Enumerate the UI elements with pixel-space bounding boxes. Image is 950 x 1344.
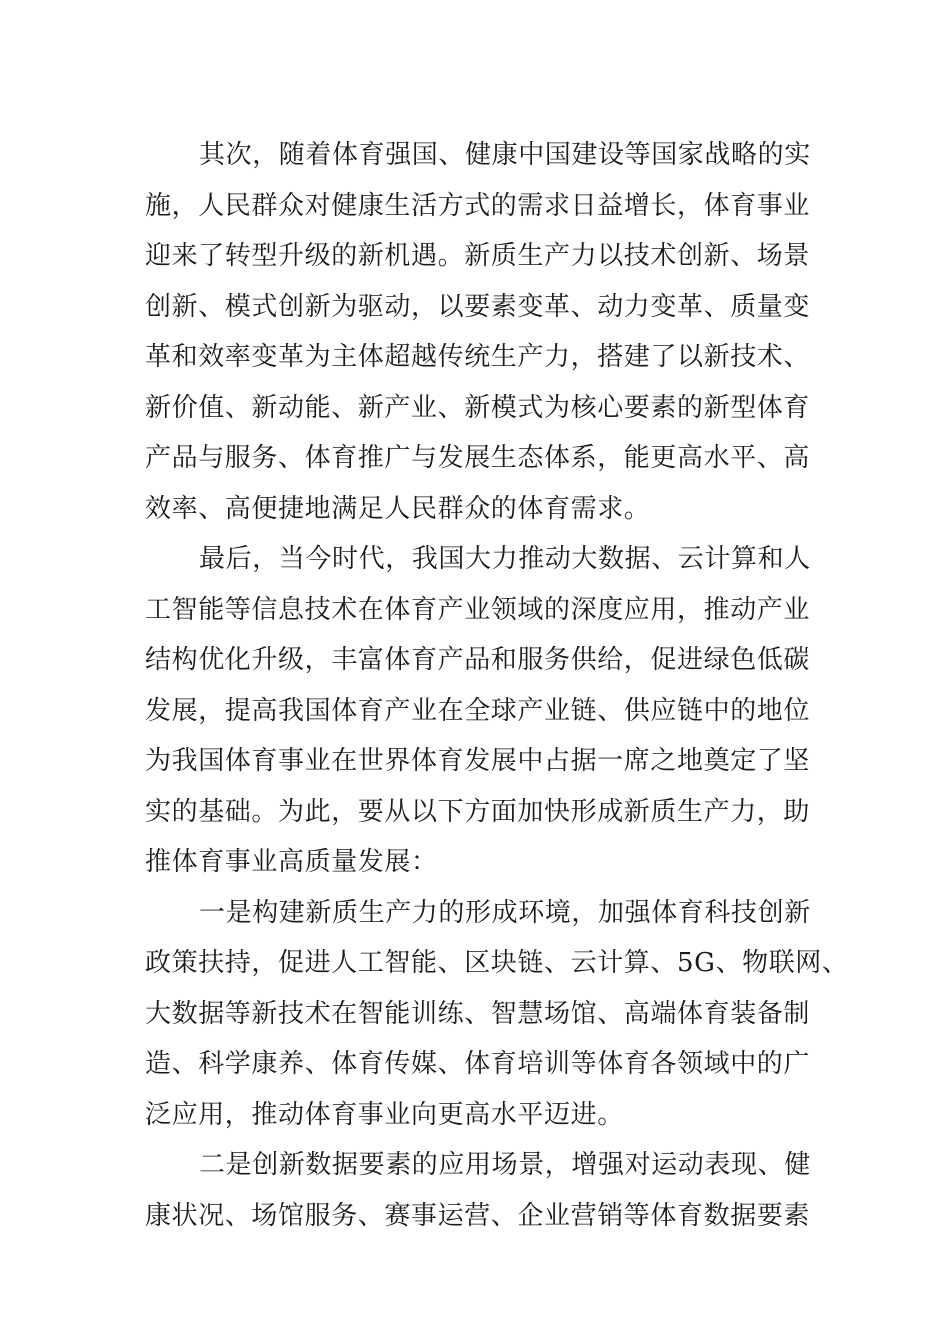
document-page	[145, 130, 849, 1241]
text-line: 二是创新数据要素的应用场景，增强对运动表现、健	[199, 1150, 811, 1180]
text-line: 工智能等信息技术在体育产业领域的深度应用，推动产业	[145, 594, 811, 625]
text-line: 其次，随着体育强国、健康中国建设等国家战略的实	[199, 140, 811, 170]
paragraph-secondly	[145, 130, 825, 534]
text-line: 实的基础。为此，要从以下方面加快形成新质生产力，助	[145, 796, 811, 827]
text-line: 康状况、场馆服务、赛事运营、企业营销等体育数据要素	[145, 1200, 811, 1231]
text-line: 推体育事业高质量发展：	[145, 847, 438, 877]
text-line: 创新、模式创新为驱动，以要素变革、动力变革、质量变	[145, 291, 811, 322]
text-line: 革和效率变革为主体超越传统生产力，搭建了以新技术、	[145, 342, 811, 372]
text-line: 效率、高便捷地满足人民群众的体育需求。	[145, 493, 651, 524]
text-line: 泛应用，推动体育事业向更高水平迈进。	[145, 1099, 624, 1130]
text-line: 产品与服务、体育推广与发展生态体系，能更高水平、高	[145, 443, 811, 473]
text-line: 为我国体育事业在世界体育发展中占据一席之地奠定了坚	[145, 746, 811, 776]
text-line: 一是构建新质生产力的形成环境，加强体育科技创新	[199, 897, 811, 928]
text-line: 施，人民群众对健康生活方式的需求日益增长，体育事业	[145, 190, 811, 221]
text-line: 新价值、新动能、新产业、新模式为核心要素的新型体育	[145, 392, 811, 423]
paragraph-first-measure	[145, 888, 849, 1141]
text-line: 迎来了转型升级的新机遇。新质生产力以技术创新、场景	[145, 241, 811, 271]
text-line: 政策扶持，促进人工智能、区块链、云计算、5G、物联网、	[145, 948, 849, 978]
paragraph-finally	[145, 534, 825, 888]
text-line: 大数据等新技术在智能训练、智慧场馆、高端体育装备制	[145, 998, 811, 1029]
text-line: 造、科学康养、体育传媒、体育培训等体育各领域中的广	[145, 1049, 811, 1079]
text-line: 最后，当今时代，我国大力推动大数据、云计算和人	[199, 544, 811, 574]
text-line: 发展，提高我国体育产业在全球产业链、供应链中的地位	[145, 695, 811, 726]
text-line: 结构优化升级，丰富体育产品和服务供给，促进绿色低碳	[145, 645, 811, 675]
paragraph-second-measure	[145, 1140, 825, 1241]
